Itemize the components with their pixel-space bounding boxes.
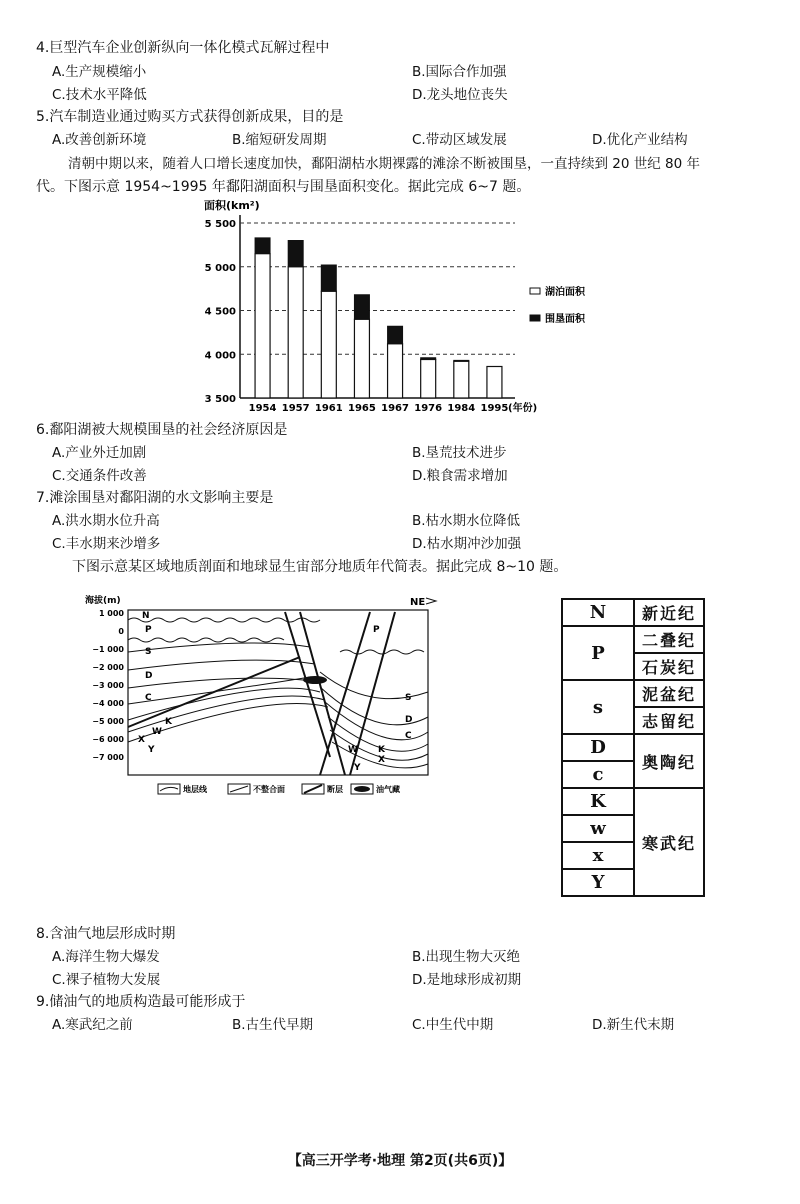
q5-option-b[interactable]: B.缩短研发周期 (232, 132, 327, 148)
bar-lake-area (388, 344, 403, 398)
strata-line (128, 643, 310, 652)
section-layer-label: S (145, 647, 152, 657)
q8-option-c[interactable]: C.裸子植物大发展 (52, 972, 161, 988)
section-ylabel: 海拔(m) (85, 596, 121, 606)
chart-ytick-label: 5 000 (204, 262, 236, 274)
table-cell-symbol: w (562, 815, 634, 842)
table-row (562, 626, 704, 653)
chart-xtick-label: 1976 (414, 403, 443, 414)
table-cell-period: 石炭纪 (634, 653, 704, 680)
direction-arrow-icon (426, 598, 436, 604)
unconformity-line (128, 618, 320, 622)
bar-lake-area (354, 319, 369, 398)
table-cell-symbol: K (562, 788, 634, 815)
intro2-line1: 下图示意某区域地质剖面和地球显生宙部分地质年代简表。据此完成 8~10 题。 (72, 559, 568, 575)
q5-option-d[interactable]: D.优化产业结构 (592, 132, 688, 148)
section-layer-label: P (373, 625, 380, 635)
q6-option-b[interactable]: B.垦荒技术进步 (412, 445, 507, 461)
table-cell-period: 志留纪 (634, 707, 704, 734)
table-cell-period: 泥盆纪 (634, 680, 704, 707)
chart-ytick-label: 3 500 (204, 394, 236, 405)
q4-option-c[interactable]: C.技术水平降低 (52, 87, 147, 103)
q9-stem: 9.储油气的地质构造最可能形成于 (36, 994, 246, 1010)
bar-reclaim-area (354, 295, 369, 320)
section-ytick: 0 (118, 627, 124, 636)
fault-line (128, 657, 300, 727)
chart-xtick-label: 1995 (480, 403, 509, 414)
q8-stem: 8.含油气地层形成时期 (36, 926, 176, 942)
lake-area-chart (190, 195, 630, 420)
section-legend-label: 油气藏 (376, 785, 400, 794)
table-cell-period: 寒武纪 (634, 788, 704, 896)
table-row (562, 788, 704, 815)
section-ytick: −2 000 (92, 663, 124, 672)
section-layer-label: K (378, 745, 385, 755)
chart-ytick-label: 4 500 (204, 306, 236, 318)
bar-lake-area (321, 291, 336, 398)
bar-reclaim-area (454, 360, 469, 361)
q6-option-a[interactable]: A.产业外迁加剧 (52, 445, 147, 461)
q6-option-c[interactable]: C.交通条件改善 (52, 468, 147, 484)
legend-label-lake: 湖泊面积 (545, 287, 585, 298)
bar-reclaim-area (321, 265, 336, 291)
fault-line (300, 612, 345, 775)
geologic-time-table (561, 598, 705, 897)
q4-option-b[interactable]: B.国际合作加强 (412, 64, 507, 80)
table-row (562, 599, 704, 626)
section-ytick: −1 000 (92, 645, 124, 654)
section-legend-label: 不整合面 (253, 785, 285, 794)
q4-stem: 4.巨型汽车企业创新纵向一体化模式瓦解过程中 (36, 40, 330, 56)
q5-stem: 5.汽车制造业通过购买方式获得创新成果，目的是 (36, 109, 344, 125)
chart-xtick-label: 1961 (314, 403, 343, 414)
bar-reclaim-area (421, 358, 436, 360)
chart-xtick-label: 1957 (281, 403, 310, 414)
section-ytick: −6 000 (92, 735, 124, 744)
chart-legend (530, 285, 586, 325)
section-ytick: 1 000 (98, 609, 124, 618)
q9-option-a[interactable]: A.寒武纪之前 (52, 1017, 133, 1033)
bar-lake-area (255, 254, 270, 398)
chart-xtick-label: 1967 (381, 403, 409, 414)
q9-option-b[interactable]: B.古生代早期 (232, 1017, 314, 1033)
q7-option-a[interactable]: A.洪水期水位升高 (52, 513, 160, 529)
section-legend-label: 断层 (327, 785, 343, 794)
fault-icon (304, 785, 322, 793)
section-layer-label: N (142, 611, 150, 621)
section-ytick: −7 000 (92, 753, 124, 762)
section-ytick: −5 000 (92, 717, 124, 726)
section-legend-label: 地层线 (183, 785, 207, 794)
table-cell-symbol: Y (562, 869, 634, 896)
table-cell-symbol: c (562, 761, 634, 788)
q4-option-a[interactable]: A.生产规模缩小 (52, 64, 147, 80)
table-row (562, 734, 704, 761)
table-row (562, 680, 704, 707)
bar-lake-area (288, 267, 303, 398)
table-cell-symbol: P (562, 626, 634, 680)
chart-xtick-label: 1984 (447, 403, 476, 414)
unconformity-line (128, 638, 284, 642)
section-layer-label: Y (148, 745, 155, 755)
section-layer-label: W (152, 727, 162, 737)
section-layer-label: K (165, 717, 172, 727)
q7-option-c[interactable]: C.丰水期来沙增多 (52, 536, 161, 552)
chart-ylabel: 面积(km²) (204, 199, 260, 212)
chart-xlabel: (年份) (508, 403, 538, 414)
section-layer-label: C (405, 731, 412, 741)
intro1-line2: 代。下图示意 1954~1995 年鄱阳湖面积与围垦面积变化。据此完成 6~7 题。 (36, 179, 531, 195)
bar-reclaim-area (388, 326, 403, 344)
bar-reclaim-area (255, 238, 270, 254)
q8-option-d[interactable]: D.是地球形成初期 (412, 972, 522, 988)
section-layer-label: X (138, 735, 145, 745)
q8-option-a[interactable]: A.海洋生物大爆发 (52, 949, 160, 965)
legend-swatch-lake (530, 288, 540, 294)
unconformity-line (340, 650, 424, 654)
chart-ytick-label: 5 500 (204, 219, 236, 230)
unconformity-icon (230, 786, 248, 792)
fault-line (285, 612, 330, 757)
section-layer-label: D (405, 715, 413, 725)
chart-xtick-label: 1965 (348, 403, 376, 414)
section-direction: NE (410, 597, 426, 608)
section-layer-label: W (348, 745, 358, 755)
legend-swatch-reclaim (530, 315, 540, 321)
section-ytick: −4 000 (92, 699, 124, 708)
q7-option-b[interactable]: B.枯水期水位降低 (412, 513, 521, 529)
chart-xtick-label: 1954 (248, 403, 277, 414)
page-footer: 【高三开学考·地理 第2页(共6页)】 (287, 1153, 513, 1169)
table-cell-symbol: N (562, 599, 634, 626)
bar-reclaim-area (288, 241, 303, 267)
q5-option-a[interactable]: A.改善创新环境 (52, 132, 147, 148)
table-cell-symbol: x (562, 842, 634, 869)
q7-stem: 7.滩涂围垦对鄱阳湖的水文影响主要是 (36, 490, 274, 506)
table-cell-symbol: D (562, 734, 634, 761)
bar-lake-area (454, 361, 469, 398)
section-layer-label: D (145, 671, 153, 681)
table-cell-period: 新近纪 (634, 599, 704, 626)
q6-option-d[interactable]: D.粮食需求增加 (412, 468, 508, 484)
q8-option-b[interactable]: B.出现生物大灭绝 (412, 949, 521, 965)
legend-label-reclaim: 围垦面积 (545, 314, 585, 325)
bar-lake-area (421, 360, 436, 399)
q9-option-d[interactable]: D.新生代末期 (592, 1017, 675, 1033)
strata-line-icon (160, 787, 178, 791)
bar-lake-area (487, 367, 502, 399)
table-cell-symbol: s (562, 680, 634, 734)
section-layer-label: S (405, 693, 412, 703)
section-layer-label: P (145, 625, 152, 635)
table-cell-period: 二叠纪 (634, 626, 704, 653)
q6-stem: 6.鄱阳湖被大规模围垦的社会经济原因是 (36, 422, 288, 438)
q7-option-d[interactable]: D.枯水期冲沙加强 (412, 536, 522, 552)
geologic-section-diagram (70, 592, 450, 807)
oil-reservoir-icon (354, 786, 370, 792)
chart-ytick-label: 4 000 (204, 350, 236, 362)
q5-option-c[interactable]: C.带动区域发展 (412, 132, 507, 148)
q9-option-c[interactable]: C.中生代中期 (412, 1017, 494, 1033)
section-layer-label: X (378, 755, 385, 765)
section-ytick: −3 000 (92, 681, 124, 690)
table-cell-period: 奥陶纪 (634, 734, 704, 788)
section-layer-label: Y (354, 763, 361, 773)
section-layer-label: C (145, 693, 152, 703)
oil-reservoir (303, 676, 327, 684)
intro1-line1: 清朝中期以来，随着人口增长速度加快，鄱阳湖枯水期裸露的滩涂不断被围垦，一直持续到 20 世纪 80 年 (68, 156, 701, 172)
q4-option-d[interactable]: D.龙头地位丧失 (412, 87, 508, 103)
